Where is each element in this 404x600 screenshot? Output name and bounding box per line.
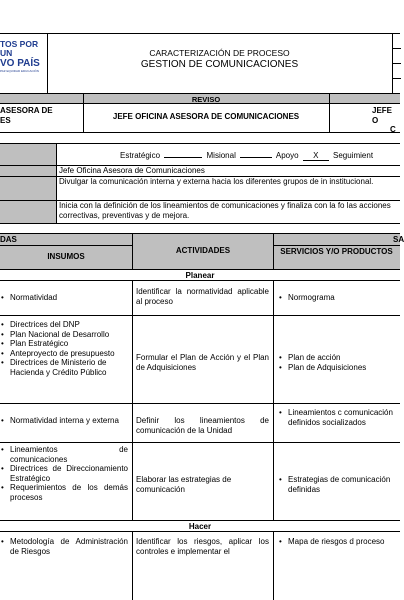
list-item: • Plan de acción bbox=[278, 353, 400, 363]
logo-line-1: TOS POR UN bbox=[0, 39, 39, 58]
row-2-productos bbox=[278, 408, 400, 427]
row-4-insumos bbox=[0, 537, 128, 556]
row-2-insumos bbox=[0, 416, 128, 426]
approval-col3-line1: JEFE O bbox=[372, 106, 393, 125]
salidas-header: SA bbox=[393, 235, 404, 244]
process-type-selector bbox=[120, 150, 373, 161]
list-item: • Estrategias de comunicación definidas bbox=[278, 475, 400, 494]
alcance-value: Inicia con la definición de los lineamientos de comunicaciones y finaliza con la fo las acciones correctivas, preventivas y de mejora. bbox=[59, 201, 391, 220]
objetivo-value: Divulgar la comunicación interna y externa hacia los diferentes grupos de in institucional. bbox=[59, 177, 374, 186]
row-0-insumos bbox=[0, 293, 128, 303]
type-apoyo: Apoyo bbox=[275, 151, 299, 160]
entradas-header: DAS bbox=[0, 235, 17, 244]
approval-col3-line2: C bbox=[390, 125, 396, 134]
servicios-header: SERVICIOS Y/O PRODUCTOS bbox=[280, 247, 393, 256]
list-item: • Directrices del DNP bbox=[0, 320, 128, 330]
title-line-2: GESTION DE COMUNICACIONES bbox=[140, 59, 299, 70]
approval-col3 bbox=[372, 106, 400, 135]
list-item: • Normatividad bbox=[0, 293, 128, 303]
responsable-value: Jefe Oficina Asesora de Comunicaciones bbox=[59, 166, 205, 175]
row-3-actividad: Elaborar las estrategias de comunicación bbox=[136, 475, 232, 494]
list-item: • Anteproyecto de presupuesto bbox=[0, 349, 128, 359]
list-item: • Lineamientos de comunicaciones bbox=[0, 445, 128, 464]
row-2-actividad: Definir los lineamientos de comunicación de la Unidad bbox=[136, 416, 269, 435]
row-4-productos bbox=[278, 537, 400, 547]
header-code-box bbox=[392, 33, 400, 94]
list-item: • Normograma bbox=[278, 293, 400, 303]
list-item: • Mapa de riesgos d proceso bbox=[278, 537, 400, 547]
list-item: • Lineamientos c comunicación definidos socializados bbox=[278, 408, 400, 427]
row-3-productos bbox=[278, 475, 400, 494]
type-misional: Misional bbox=[206, 151, 236, 160]
info-label-divider bbox=[56, 143, 57, 223]
info-top-border bbox=[0, 132, 400, 133]
approval-divider-2 bbox=[329, 94, 330, 132]
type-seguimiento: Seguimient bbox=[333, 151, 374, 160]
actividades-header: ACTIVIDADES bbox=[175, 246, 231, 255]
row-3-insumos bbox=[0, 445, 128, 502]
approval-col1-line1: ASESORA DE bbox=[0, 106, 53, 115]
list-item: • Plan de Adquisiciones bbox=[278, 363, 400, 373]
list-item: • Directrices de Ministerio de Hacienda y Crédito Público bbox=[0, 358, 128, 377]
phase-planear: Planear bbox=[0, 269, 400, 281]
list-item: • Directrices de Direccionamiento Estratégico bbox=[0, 464, 128, 483]
title-line-1: CARACTERIZACIÓN DE PROCESO bbox=[149, 48, 290, 58]
info-label-column bbox=[0, 143, 56, 223]
row-1-actividad: Formular el Plan de Acción y el Plan de Adquisiciones bbox=[136, 353, 269, 372]
list-item: • Requerimientos de los demás procesos bbox=[0, 483, 128, 502]
row-0-productos bbox=[278, 293, 400, 303]
logo bbox=[0, 40, 50, 73]
list-item: • Metodología de Administración de Riesgos bbox=[0, 537, 128, 556]
row-1-productos bbox=[278, 353, 400, 372]
row-0-actividad: Identificar la normatividad aplicable al proceso bbox=[136, 287, 269, 306]
phase-hacer: Hacer bbox=[0, 520, 400, 532]
insumos-header: INSUMOS bbox=[47, 252, 85, 261]
apoyo-mark: X bbox=[303, 152, 329, 161]
approval-col1 bbox=[0, 106, 82, 125]
logo-line-3: PAZ EQUIDAD EDUCACIÓN bbox=[0, 69, 39, 73]
reviso-value: JEFE OFICINA ASESORA DE COMUNICACIONES bbox=[112, 112, 300, 121]
row-1-insumos bbox=[0, 320, 128, 377]
page-title bbox=[47, 48, 392, 71]
list-item: • Plan Estratégico bbox=[0, 339, 128, 349]
approval-col1-line2: ES bbox=[0, 115, 11, 125]
row-4-actividad: Identificar los riesgos, aplicar los controles e implementar el bbox=[136, 537, 269, 556]
list-item: • Plan Nacional de Desarrollo bbox=[0, 330, 128, 340]
logo-line-2: VO PAÍS bbox=[0, 58, 40, 69]
reviso-header: REVISO bbox=[191, 94, 221, 104]
type-estrategico: Estratégico bbox=[120, 151, 161, 160]
list-item: • Normatividad interna y externa bbox=[0, 416, 128, 426]
